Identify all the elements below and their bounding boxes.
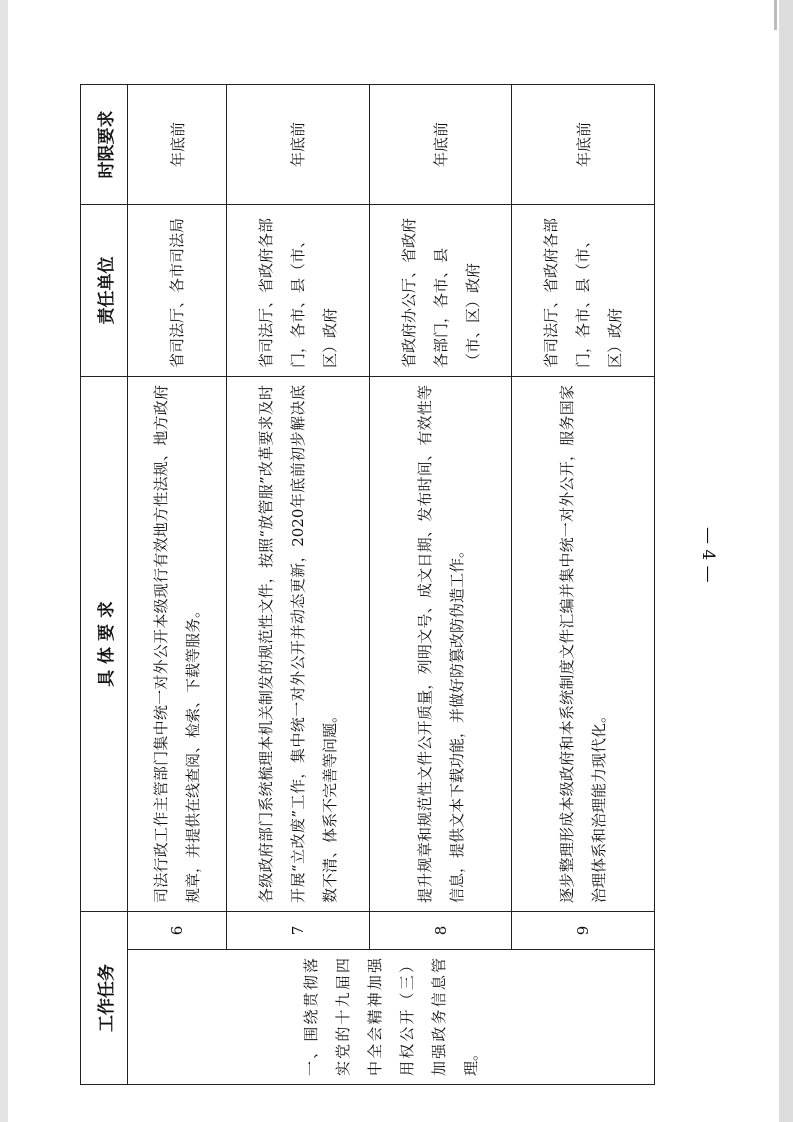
deadline-cell: 年底前 — [128, 85, 227, 205]
deadline-cell: 年底前 — [227, 85, 370, 205]
header-unit: 责任单位 — [81, 205, 128, 377]
requirement-cell: 逐步整理形成本级政府和本系统制度文件汇编并集中统一对外公开，服务国家治理体系和治理能力现代化。 — [512, 377, 655, 912]
table-row — [128, 85, 227, 1085]
table-header-row — [81, 85, 128, 1085]
header-deadline: 时限要求 — [81, 85, 128, 205]
scan-edge-right — [779, 0, 793, 1122]
table-row — [512, 85, 655, 1085]
row-number: 8 — [369, 912, 512, 950]
unit-cell: 省司法厅、各市司法局 — [128, 205, 227, 377]
requirement-cell: 司法行政工作主管部门集中统一对外公开本级现行有效地方性法规、地方政府规章，并提供在线查阅、检索、下载等服务。 — [128, 377, 227, 912]
header-requirement: 具 体 要 求 — [81, 377, 128, 912]
task-table — [80, 84, 655, 1085]
table-row — [369, 85, 512, 1085]
rotated-page — [80, 85, 655, 1085]
deadline-cell: 年底前 — [369, 85, 512, 205]
scan-edge-left — [0, 0, 8, 1122]
unit-cell: 省政府办公厅、省政府各部门，各市、县（市、区）政府 — [369, 205, 512, 377]
page-number: — 4 — — [698, 527, 718, 583]
table-row — [227, 85, 370, 1085]
row-number: 6 — [128, 912, 227, 950]
requirement-cell: 提升规章和规范性文件公开质量，列明文号、成文日期、发布时间、有效性等信息，提供文本下载功能，并做好防篡改防伪造工作。 — [369, 377, 512, 912]
scan-mark — [774, 0, 777, 30]
unit-cell: 省司法厅、省政府各部门，各市、县（市、区）政府 — [512, 205, 655, 377]
header-task: 工作任务 — [81, 912, 128, 1085]
requirement-cell: 各级政府部门系统梳理本机关制发的规范性文件，按照“放管服”改革要求及时开展“立改废”工作，集中统一对外公开并动态更新，2020年底前初步解决底数不清、体系不完善等问题。 — [227, 377, 370, 912]
row-number: 9 — [512, 912, 655, 950]
task-cell: 一、围绕贯彻落实党的十九届四中全会精神加强用权公开（三）加强政务信息管理。 — [128, 950, 655, 1085]
row-number: 7 — [227, 912, 370, 950]
deadline-cell: 年底前 — [512, 85, 655, 205]
unit-cell: 省司法厅、省政府各部门，各市、县（市、区）政府 — [227, 205, 370, 377]
